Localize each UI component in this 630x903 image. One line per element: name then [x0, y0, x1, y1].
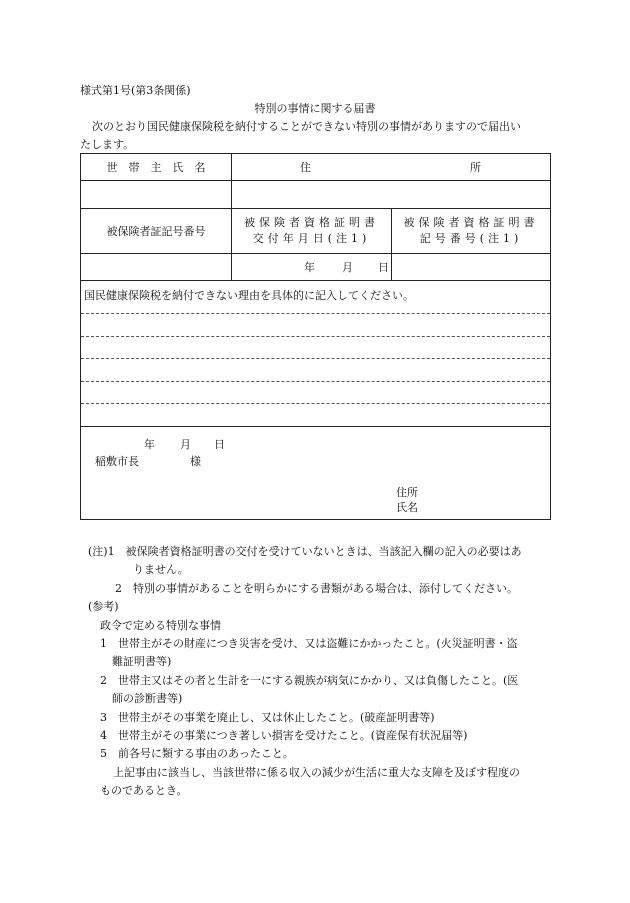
householder-name-field[interactable]	[81, 181, 231, 208]
sign-month-label: 月	[180, 438, 191, 451]
reference-label: (参考)	[88, 600, 119, 613]
reference-heading: 政令で定める特別な事情	[100, 619, 221, 632]
reference-item-1-line-1: 1 世帯主がその財産につき災害を受け、又は盗難にかかったこと。(火災証明書・盗	[100, 637, 518, 650]
table-rule	[80, 426, 551, 427]
householder-name-header	[81, 154, 231, 180]
reason-prompt: 国民健康保険税を納付できない理由を具体的に記入してください。	[84, 289, 414, 302]
cert-number-line1: 被保険者資格証明書	[403, 216, 539, 229]
sign-day-label: 日	[214, 438, 225, 451]
note-1-line-2: りません。	[133, 563, 189, 576]
form-number: 様式第1号(第3条関係)	[80, 84, 191, 97]
reference-item-5: 5 前各号に類する事由のあったこと。	[100, 747, 294, 760]
reference-item-2-line-2: 師の診断書等)	[112, 692, 183, 705]
reference-item-3: 3 世帯主がその事業を廃止し、又は休止したこと。(破産証明書等)	[100, 711, 435, 724]
addressee-label: 稲敷市長	[95, 455, 139, 468]
date-month-label: 月	[342, 261, 353, 274]
cert-number-field[interactable]	[392, 254, 550, 280]
insured-number-label: 被保険者証記号番号	[106, 225, 206, 238]
sign-year-label: 年	[144, 438, 155, 451]
cert-issue-date-header	[232, 209, 391, 253]
note-1-line-1: (注)1 被保険者資格証明書の交付を受けていないときは、当該記入欄の記入の必要はあ	[88, 545, 522, 558]
insured-number-header	[81, 209, 231, 253]
table-rule	[80, 280, 551, 281]
address-label-part1: 住	[300, 161, 311, 174]
cert-number-header	[392, 209, 550, 253]
cert-issue-date-line1: 被保険者資格証明書	[244, 216, 379, 229]
document-title: 特別の事情に関する届書	[254, 102, 376, 115]
applicant-name-label: 氏名	[396, 501, 418, 514]
intro-text-line-2: たします。	[80, 138, 135, 151]
closing-line-2: ものであるとき。	[100, 784, 188, 797]
insured-number-field[interactable]	[81, 254, 231, 280]
date-year-label: 年	[304, 261, 315, 274]
address-label-part2: 所	[470, 161, 481, 174]
note-2: 2 特別の事情があることを明らかにする書類がある場合は、添付してください。	[115, 582, 518, 595]
closing-line-1: 上記事由に該当し、当該世帯に係る収入の減少が生活に重大な支障を及ぼす程度の	[113, 766, 520, 779]
reference-item-2-line-1: 2 世帯主又はその者と生計を一にする親族が病気にかかり、又は負傷したこと。(医	[100, 674, 519, 687]
reference-item-4: 4 世帯主がその事業につき著しい損害を受けたこと。(資産保有状況届等)	[100, 729, 468, 742]
intro-text-line-1: 次のとおり国民健康保険税を納付することができない特別の事情がありますので届出い	[92, 120, 521, 133]
householder-name-label: 世 帯 主 氏 名	[106, 161, 206, 174]
reason-text-area[interactable]	[81, 300, 550, 425]
reference-item-1-line-2: 難証明書等)	[112, 655, 172, 668]
cert-number-line2: 記号番号(注1)	[419, 232, 523, 245]
address-header	[232, 154, 550, 180]
cert-issue-date-field[interactable]	[232, 254, 391, 280]
honorific-label: 様	[190, 455, 201, 468]
cert-issue-date-line2: 交付年月日(注1)	[252, 232, 371, 245]
date-day-label: 日	[378, 261, 389, 274]
address-field[interactable]	[232, 181, 550, 208]
applicant-address-label: 住所	[396, 486, 418, 499]
